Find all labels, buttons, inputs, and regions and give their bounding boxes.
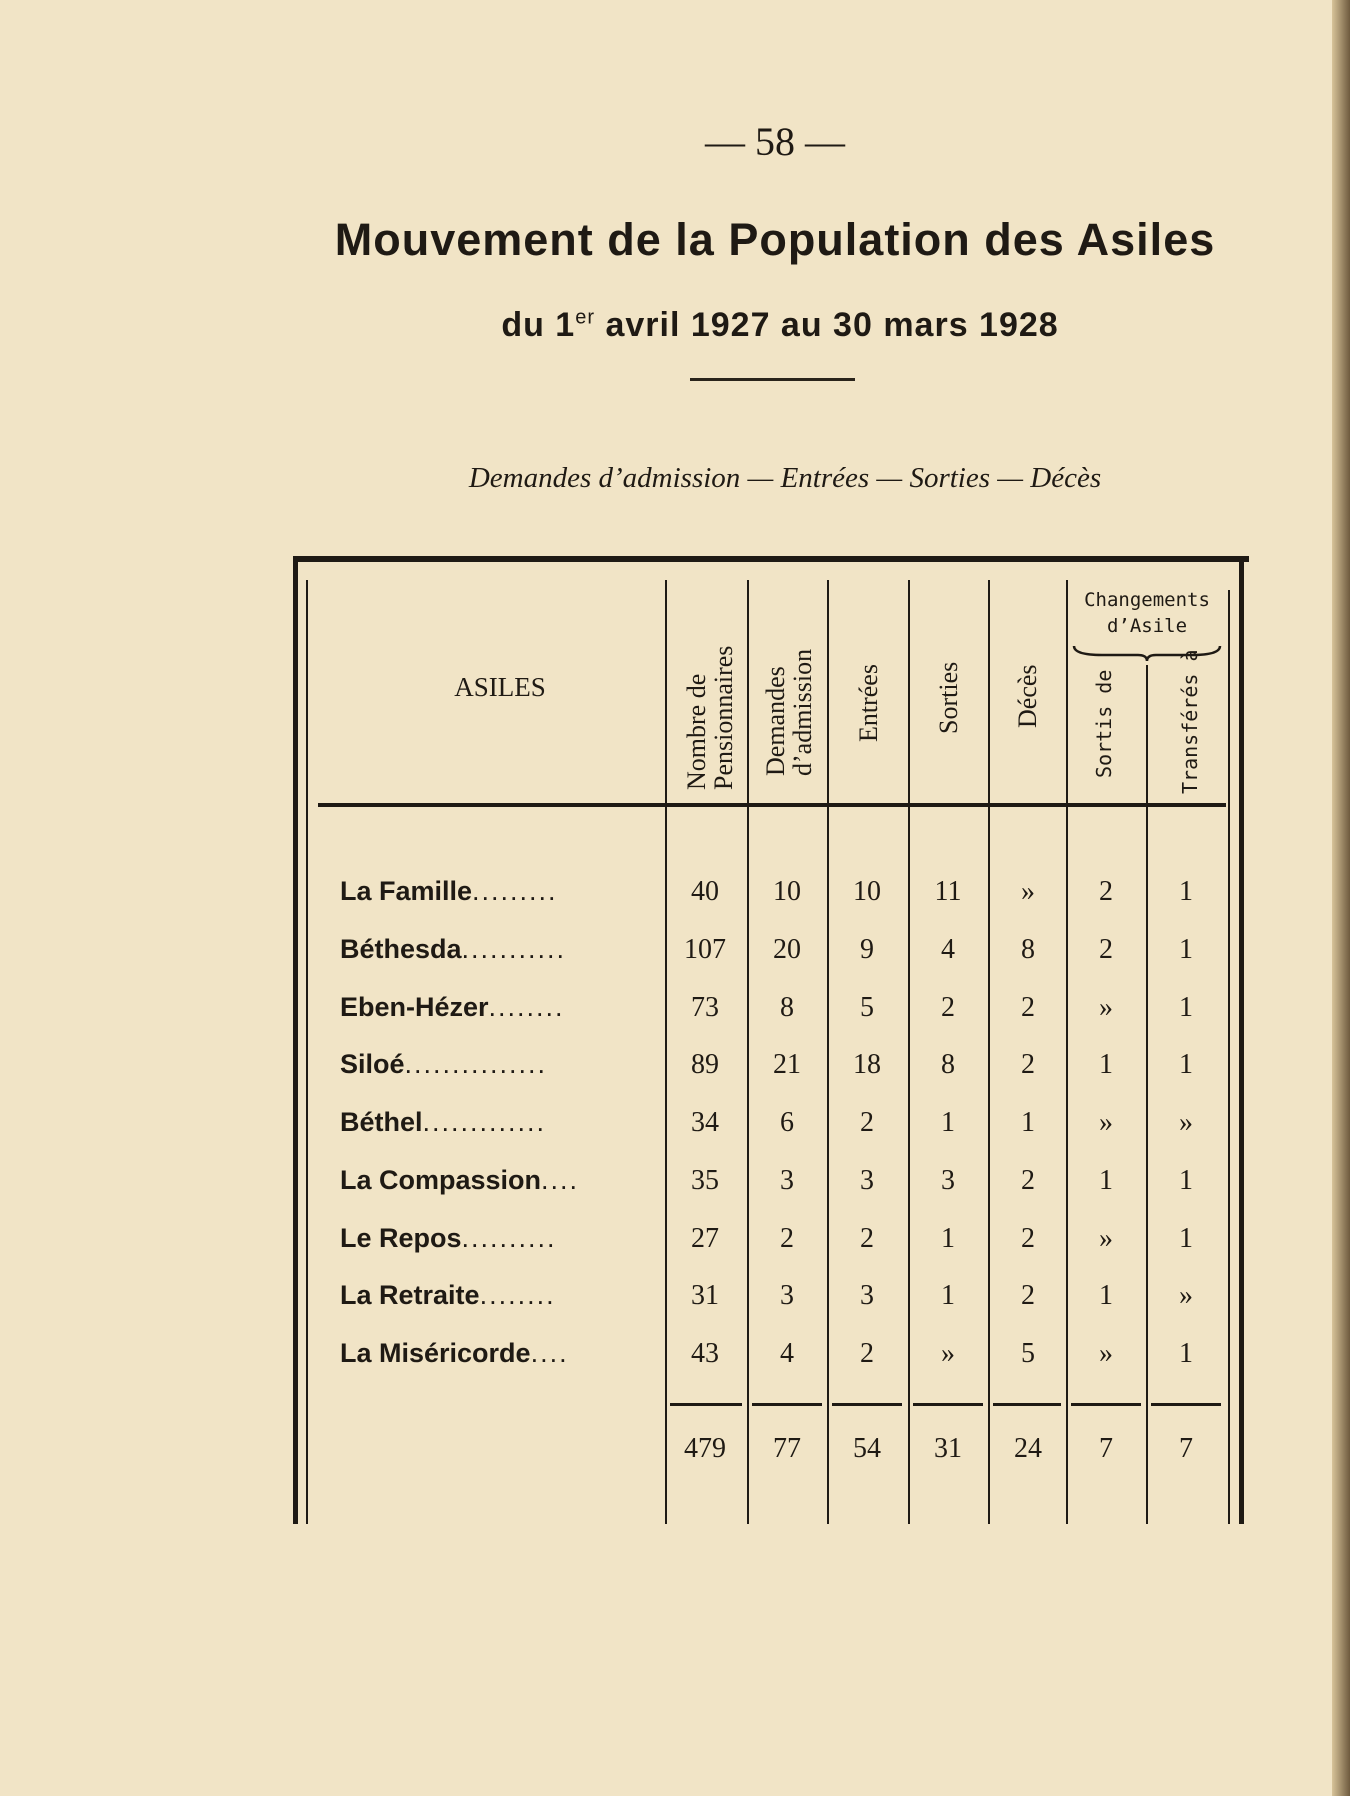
asile-name-text: La Retraite bbox=[340, 1280, 480, 1310]
table-cell: 1 bbox=[1021, 1107, 1035, 1138]
asile-name bbox=[340, 992, 690, 1023]
total-rule bbox=[752, 1403, 822, 1406]
table-cell: 27 bbox=[691, 1223, 719, 1254]
table-row bbox=[320, 992, 1220, 1032]
header-bottom-rule bbox=[318, 803, 1226, 807]
asile-name bbox=[340, 1223, 690, 1254]
paper-edge bbox=[1332, 0, 1350, 1796]
table-row bbox=[320, 1223, 1220, 1263]
table-cell: 34 bbox=[691, 1107, 719, 1138]
table-cell: 40 bbox=[691, 876, 719, 907]
table-cell: 2 bbox=[860, 1338, 874, 1369]
header-changements-line1: Changements bbox=[1084, 589, 1210, 611]
table-cell: 8 bbox=[941, 1049, 955, 1080]
table-cell: » bbox=[1099, 1338, 1113, 1369]
total-cell: 7 bbox=[1099, 1433, 1113, 1464]
asile-name bbox=[340, 1338, 690, 1369]
total-cell: 479 bbox=[684, 1433, 726, 1464]
table-cell: 3 bbox=[860, 1165, 874, 1196]
table-cell: 1 bbox=[941, 1223, 955, 1254]
asile-name-text: La Famille bbox=[340, 876, 473, 906]
leader-dots: ............... bbox=[404, 1049, 548, 1079]
table-cell: » bbox=[1021, 876, 1035, 907]
title-rule bbox=[690, 378, 855, 381]
table-cell: 5 bbox=[860, 992, 874, 1023]
table-cell: 2 bbox=[1021, 1165, 1035, 1196]
table-cell: 1 bbox=[1099, 1165, 1113, 1196]
table-row bbox=[320, 1049, 1220, 1089]
table-cell: 1 bbox=[941, 1280, 955, 1311]
totals-row bbox=[320, 1433, 1220, 1473]
table-cell: 1 bbox=[1179, 1165, 1193, 1196]
table-cell: 35 bbox=[691, 1165, 719, 1196]
asile-name bbox=[340, 876, 690, 907]
leader-dots: ........ bbox=[488, 992, 565, 1022]
table-cell: 43 bbox=[691, 1338, 719, 1369]
table-cell: » bbox=[1179, 1107, 1193, 1138]
asile-name bbox=[340, 1107, 690, 1138]
table-cell: 2 bbox=[941, 992, 955, 1023]
table-cell: 2 bbox=[1021, 1049, 1035, 1080]
leader-dots: ............. bbox=[422, 1107, 547, 1137]
total-cell: 54 bbox=[853, 1433, 881, 1464]
leader-dots: ........ bbox=[479, 1280, 556, 1310]
total-rule bbox=[1151, 1403, 1221, 1406]
table-cell: 2 bbox=[860, 1223, 874, 1254]
leader-dots: .... bbox=[541, 1165, 580, 1195]
table-cell: 20 bbox=[773, 934, 801, 965]
table-cell: 11 bbox=[934, 876, 962, 907]
table-cell: 4 bbox=[780, 1338, 794, 1369]
table-cell: 31 bbox=[691, 1280, 719, 1311]
table-row bbox=[320, 1165, 1220, 1205]
table-cell: 8 bbox=[780, 992, 794, 1023]
table-cell: 2 bbox=[1099, 934, 1113, 965]
total-rule bbox=[832, 1403, 902, 1406]
table-cell: 10 bbox=[773, 876, 801, 907]
page-subtitle bbox=[360, 306, 1200, 345]
total-cell: 31 bbox=[934, 1433, 962, 1464]
total-rule bbox=[913, 1403, 983, 1406]
table-cell: 2 bbox=[1021, 1223, 1035, 1254]
table-cell: 3 bbox=[860, 1280, 874, 1311]
total-rule bbox=[993, 1403, 1061, 1406]
asile-name-text: Béthesda bbox=[340, 934, 462, 964]
table-cell: 4 bbox=[941, 934, 955, 965]
table-cell: 18 bbox=[853, 1049, 881, 1080]
table-row bbox=[320, 1107, 1220, 1147]
total-cell: 77 bbox=[773, 1433, 801, 1464]
header-pensionnaires-line2: Pensionnaires bbox=[709, 645, 739, 790]
table-cell: 1 bbox=[941, 1107, 955, 1138]
subtitle-suffix: avril 1927 au 30 mars 1928 bbox=[595, 306, 1059, 344]
subtitle-sup: er bbox=[575, 306, 596, 329]
table-frame-right bbox=[1239, 556, 1244, 1524]
table-cell: » bbox=[1099, 1223, 1113, 1254]
table-frame-top bbox=[293, 556, 1249, 562]
asile-name-text: Siloé bbox=[340, 1049, 405, 1079]
header-pensionnaires-line1: Nombre de bbox=[682, 673, 711, 790]
table-cell: 89 bbox=[691, 1049, 719, 1080]
table-frame-right-inner bbox=[1228, 590, 1230, 1524]
page-title: Mouvement de la Population des Asiles bbox=[334, 214, 1216, 265]
table-row bbox=[320, 1338, 1220, 1378]
table-cell: » bbox=[1099, 992, 1113, 1023]
header-demandes-line2: d’admission bbox=[788, 648, 818, 776]
subtitle-prefix: du 1 bbox=[501, 306, 576, 344]
asile-name-text: La Compassion bbox=[340, 1165, 542, 1195]
asile-name-text: Béthel bbox=[340, 1107, 423, 1137]
asile-name bbox=[340, 1280, 690, 1311]
table-cell: 9 bbox=[860, 934, 874, 965]
asile-name bbox=[340, 934, 690, 965]
header-changements-line2: d’Asile bbox=[1106, 614, 1188, 637]
header-demandes-line1: Demandes bbox=[761, 666, 790, 776]
table-cell: 3 bbox=[780, 1280, 794, 1311]
header-changements bbox=[1068, 588, 1226, 639]
total-rule bbox=[670, 1403, 742, 1406]
section-heading: Demandes d’admission — Entrées — Sorties — Décès bbox=[468, 462, 1102, 494]
table-cell: 2 bbox=[1021, 1280, 1035, 1311]
column-divider bbox=[1146, 665, 1148, 1524]
table-cell: » bbox=[941, 1338, 955, 1369]
table-row bbox=[320, 934, 1220, 974]
table-cell: 107 bbox=[684, 934, 726, 965]
table-cell: 1 bbox=[1179, 992, 1193, 1023]
table-cell: 1 bbox=[1179, 1223, 1193, 1254]
table-cell: 2 bbox=[780, 1223, 794, 1254]
asile-name-text: La Miséricorde bbox=[340, 1338, 531, 1368]
table-frame-left bbox=[293, 556, 298, 1524]
table-cell: 73 bbox=[691, 992, 719, 1023]
leader-dots: ......... bbox=[472, 876, 558, 906]
table-cell: 1 bbox=[1179, 1049, 1193, 1080]
table-cell: 6 bbox=[780, 1107, 794, 1138]
table-cell: 1 bbox=[1179, 876, 1193, 907]
table-cell: 2 bbox=[1099, 876, 1113, 907]
table-cell: 8 bbox=[1021, 934, 1035, 965]
table-cell: 10 bbox=[853, 876, 881, 907]
total-rule bbox=[1071, 1403, 1141, 1406]
leader-dots: .... bbox=[530, 1338, 569, 1368]
total-cell: 24 bbox=[1014, 1433, 1042, 1464]
table-cell: 1 bbox=[1179, 934, 1193, 965]
table-cell: 1 bbox=[1099, 1280, 1113, 1311]
table-cell: 3 bbox=[941, 1165, 955, 1196]
total-cell: 7 bbox=[1179, 1433, 1193, 1464]
table-row bbox=[320, 1280, 1220, 1320]
table-cell: » bbox=[1099, 1107, 1113, 1138]
table-row bbox=[320, 876, 1220, 916]
table-cell: 3 bbox=[780, 1165, 794, 1196]
table-cell: » bbox=[1179, 1280, 1193, 1311]
asile-name bbox=[340, 1049, 690, 1080]
leader-dots: .......... bbox=[461, 1223, 557, 1253]
table-cell: 1 bbox=[1179, 1338, 1193, 1369]
leader-dots: ........... bbox=[461, 934, 567, 964]
table-cell: 1 bbox=[1099, 1049, 1113, 1080]
table-cell: 2 bbox=[1021, 992, 1035, 1023]
table-cell: 21 bbox=[773, 1049, 801, 1080]
table-cell: 5 bbox=[1021, 1338, 1035, 1369]
header-asiles: ASILES bbox=[454, 672, 546, 702]
page-number: — 58 — bbox=[705, 119, 845, 164]
asile-name-text: Le Repos bbox=[340, 1223, 462, 1253]
table-frame-left-inner bbox=[306, 580, 308, 1524]
table-cell: 2 bbox=[860, 1107, 874, 1138]
asile-name bbox=[340, 1165, 690, 1196]
asile-name-text: Eben-Hézer bbox=[340, 992, 489, 1022]
